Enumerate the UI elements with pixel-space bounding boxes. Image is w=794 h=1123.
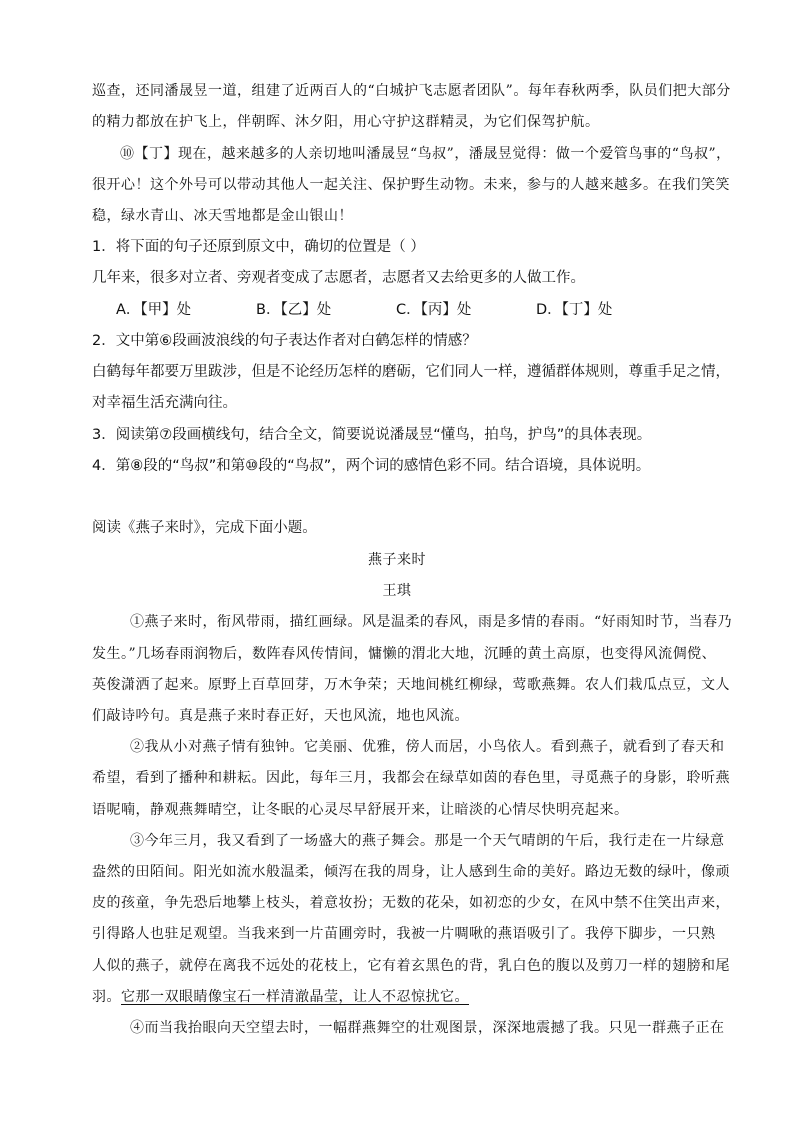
article-para3-last-line [92, 987, 469, 1007]
option-d[interactable]: D．【丁】处 [536, 302, 613, 318]
article-para2-line: 希望，看到了播种和耕耘。因此，每年三月，我都会在绿草如茵的春色里，寻觅燕子的身影，聆听燕 [92, 770, 730, 786]
question-2-answer-line: 对幸福生活充满向往。 [92, 395, 237, 411]
article-para3-text: 羽。 [92, 989, 121, 1005]
passage1-para10-line: 很开心！这个外号可以带动其他人一起关注、保护野生动物。未来，参与的人越来越多。在我们笑笑 [92, 177, 730, 193]
article-title: 燕子来时 [368, 552, 426, 568]
article-para3-line: ③今年三月，我又看到了一场盛大的燕子舞会。那是一个天气晴朗的午后，我行走在一片绿意 [130, 833, 725, 849]
article-para2-line: 语呢喃，静观燕舞晴空，让冬眠的心灵尽早舒展开来，让暗淡的心情尽快明亮起来。 [92, 802, 629, 818]
article-para4-line: ④而当我抬眼向天空望去时，一幅群燕舞空的壮观图景，深深地震撼了我。只见一群燕子正在 [130, 1020, 725, 1036]
article-para1-line: 英俊潇洒了起来。原野上百草回芽，万木争荣；天地间桃红柳绿，莺歌燕舞。农人们栽瓜点豆，文人 [92, 677, 730, 693]
article-para3-line: 皮的孩童，争先恐后地攀上枝头，着意妆扮；无数的花朵，如初恋的少女，在风中禁不住笑出声来， [92, 895, 730, 911]
article-para2-line: ②我从小对燕子情有独钟。它美丽、优雅，傍人而居，小鸟依人。看到燕子，就看到了春天和 [130, 739, 725, 755]
question-2: 2．文中第⑥段画波浪线的句子表达作者对白鹤怎样的情感？ [92, 333, 477, 349]
reading2-intro: 阅读《燕子来时》，完成下面小题。 [92, 520, 317, 536]
article-para1-line: ①燕子来时，衔风带雨，描红画绿。风是温柔的春风，雨是多情的春雨。“好雨知时节，当春乃 [130, 614, 733, 630]
question-1-options [116, 300, 676, 320]
question-4: 4．第⑧段的“鸟叔”和第⑩段的“鸟叔”，两个词的感情色彩不同。结合语境，具体说明。 [92, 458, 651, 474]
article-para1-line: 们敲诗吟句。真是燕子来时春正好，天也风流，地也风流。 [92, 708, 469, 724]
article-author: 王琪 [382, 583, 412, 599]
option-c[interactable]: C．【丙】处 [396, 302, 472, 318]
passage1-line: 的精力都放在护飞上，伴朝晖、沐夕阳，用心守护这群精灵，为它们保驾护航。 [92, 114, 600, 130]
passage1-para10-line: ⑩【丁】现在，越来越多的人亲切地叫潘晟昱“鸟叔”，潘晟昱觉得：做一个爱管鸟事的“鸟叔”， [120, 146, 731, 162]
option-a[interactable]: A．【甲】处 [116, 302, 192, 318]
article-para1-line: 发生。”几场春雨润物后，数阵春风传情间，慵懒的渭北大地，沉睡的黄土高原，也变得风流倜傥、 [92, 646, 717, 662]
question-1-sentence: 几年来，很多对立者、旁观者变成了志愿者，志愿者又去给更多的人做工作。 [92, 270, 585, 286]
passage1-para10-line: 稳，绿水青山、冰天雪地都是金山银山！ [92, 208, 353, 224]
question-3: 3．阅读第⑦段画横线句，结合全文，简要说说潘晟昱“懂鸟，拍鸟，护鸟”的具体表现。 [92, 427, 652, 443]
question-2-answer-line: 白鹤每年都要万里跋涉，但是不论经历怎样的磨砺，它们同人一样，遵循群体规则，尊重手足之情， [92, 364, 730, 380]
question-1: 1．将下面的句子还原到原文中，确切的位置是（ ） [92, 239, 425, 255]
underlined-sentence: 它那一双眼睛像宝石一样清澈晶莹，让人不忍惊扰它。 [121, 989, 469, 1005]
article-para3-line: 引得路人也驻足观望。当我来到一片苗圃旁时，我被一片啁啾的燕语吸引了。我停下脚步，一只熟 [92, 926, 716, 942]
passage1-line: 巡查，还同潘晟昱一道，组建了近两百人的“白城护飞志愿者团队”。每年春秋两季，队员们把大部分 [92, 83, 731, 99]
option-b[interactable]: B．【乙】处 [256, 302, 332, 318]
article-para3-line: 人似的燕子，就停在离我不远处的花枝上，它有着玄黑色的背，乳白色的腹以及剪刀一样的翅膀和尾 [92, 958, 730, 974]
article-para3-line: 盎然的田陌间。阳光如流水般温柔，倾泻在我的周身，让人感到生命的美好。路边无数的绿叶，像顽 [92, 864, 730, 880]
